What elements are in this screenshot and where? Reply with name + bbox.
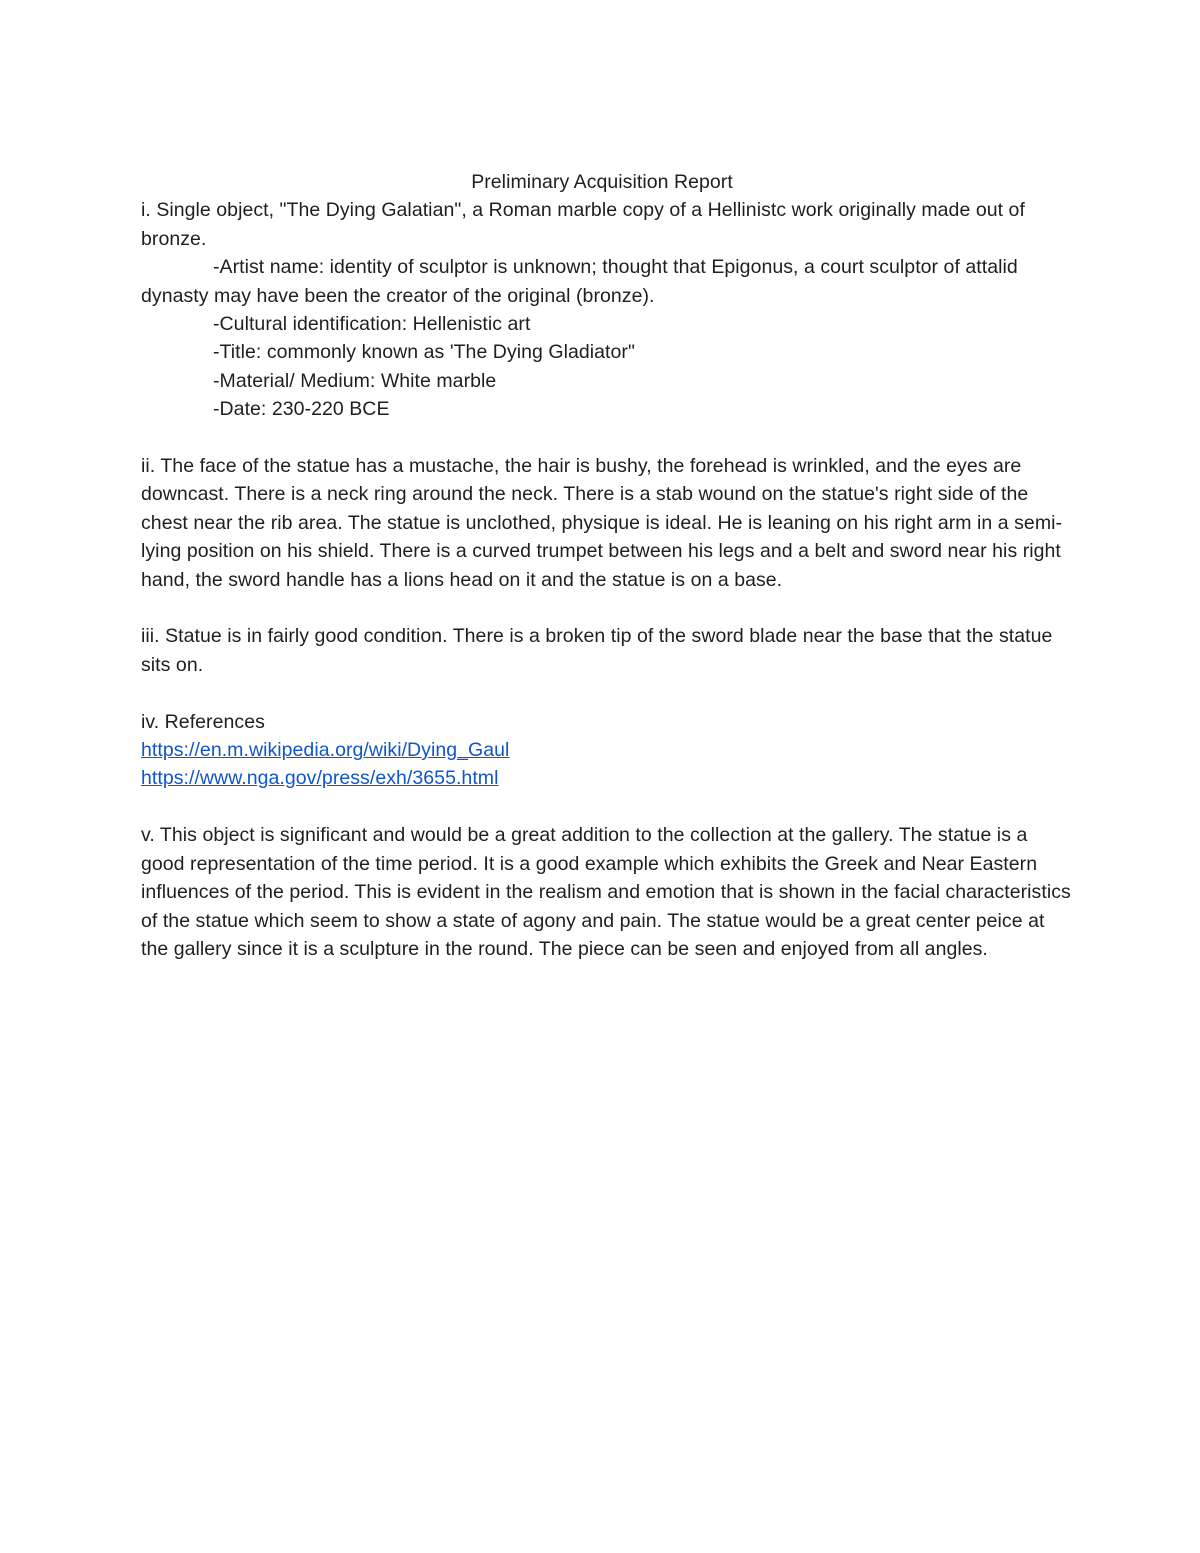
document-body (141, 168, 1071, 963)
material-line: -Material/ Medium: White marble (213, 369, 497, 392)
section-i-intro: i. Single object, "The Dying Galatian", a Roman marble copy of a Hellinistc work originally made out of bronze. (141, 199, 1025, 250)
section-v-significance: v. This object is significant and would be a great addition to the collection at the gallery. The statue is a good representation of the time period. It is a good example which exhibits the Greek and Near Eastern influences of the period. This is evident in the realism and emotion that is shown in the facial characteristics of the statue which seem to show a state of agony and pain. The statue would be a great center peice at the gallery since it is a sculpture in the round. The piece can be seen and enjoyed from all angles. (141, 824, 1071, 960)
spacer (141, 424, 1071, 452)
reference-link-wikipedia[interactable]: https://en.m.wikipedia.org/wiki/Dying_Gaul (141, 739, 510, 762)
section-ii-description: ii. The face of the statue has a mustache, the hair is bushy, the forehead is wrinkled, and the eyes are downcast. There is a neck ring around the neck. There is a stab wound on the statue's right side of the chest near the rib area. The statue is unclothed, physique is ideal. He is leaning on his right arm in a semi-lying position on his shield. There is a curved trumpet between his legs and a belt and sword near his right hand, the sword handle has a lions head on it and the statue is on a base. (141, 455, 1063, 591)
spacer (141, 594, 1071, 622)
artist-name-line: -Artist name: identity of sculptor is unknown; thought that Epigonus, a court sculptor of attalid dynasty may have been the creator of the original (bronze). (141, 256, 1018, 307)
date-line: -Date: 230-220 BCE (213, 398, 390, 421)
section-iii-condition: iii. Statue is in fairly good condition. There is a broken tip of the sword blade near the base that the statue sits on. (141, 625, 1053, 676)
spacer (141, 679, 1071, 707)
cultural-identification-line: -Cultural identification: Hellenistic art (213, 313, 531, 336)
title-line: -Title: commonly known as 'The Dying Gladiator" (213, 341, 635, 364)
document-title: Preliminary Acquisition Report (471, 171, 733, 193)
section-iv-heading: iv. References (141, 710, 265, 733)
reference-link-nga[interactable]: https://www.nga.gov/press/exh/3655.html (141, 767, 499, 790)
spacer (141, 793, 1071, 821)
